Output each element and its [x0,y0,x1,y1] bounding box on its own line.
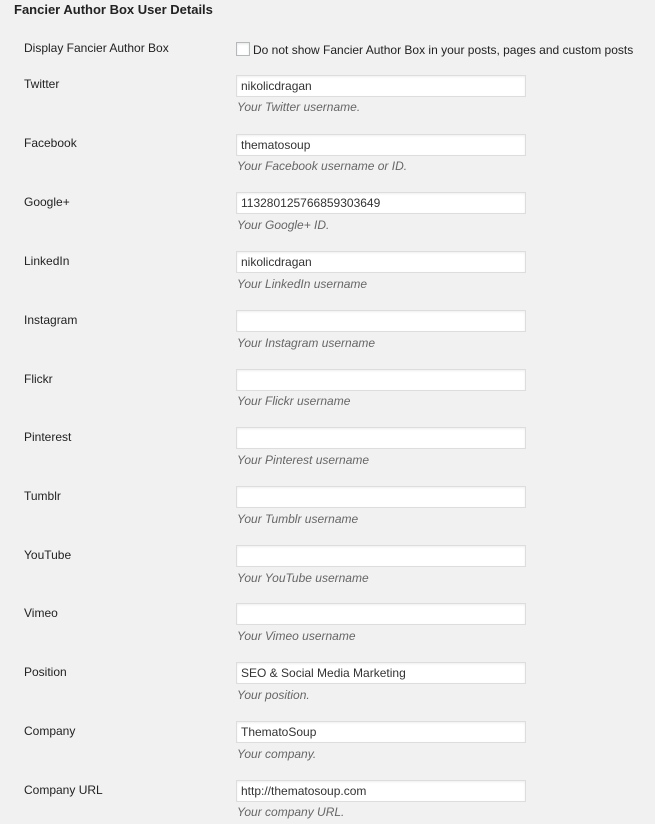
vimeo-input[interactable] [236,603,526,625]
tumblr-description: Your Tumblr username [237,512,359,526]
company-url-label: Company URL [24,783,103,797]
company-description: Your company. [237,747,317,761]
google-plus-input[interactable] [236,192,526,214]
hide-author-box-option[interactable] [236,41,633,57]
tumblr-label: Tumblr [24,489,61,503]
instagram-description: Your Instagram username [237,336,376,350]
company-label: Company [24,724,76,738]
facebook-description: Your Facebook username or ID. [237,159,408,173]
google-plus-description: Your Google+ ID. [237,218,330,232]
twitter-description: Your Twitter username. [237,100,361,114]
company-input[interactable] [236,721,526,743]
youtube-description: Your YouTube username [237,571,369,585]
company-url-description: Your company URL. [237,805,345,819]
company-url-input[interactable] [236,780,526,802]
display-option-label: Display Fancier Author Box [24,41,169,55]
flickr-input[interactable] [236,369,526,391]
facebook-label: Facebook [24,136,77,150]
flickr-label: Flickr [24,372,53,386]
pinterest-input[interactable] [236,427,526,449]
section-title: Fancier Author Box User Details [14,2,213,17]
google-plus-label: Google+ [24,195,70,209]
position-input[interactable] [236,662,526,684]
tumblr-input[interactable] [236,486,526,508]
position-label: Position [24,665,67,679]
instagram-label: Instagram [24,313,78,327]
instagram-input[interactable] [236,310,526,332]
youtube-input[interactable] [236,545,526,567]
hide-author-box-checkbox-label: Do not show Fancier Author Box in your posts, pages and custom posts [253,42,634,57]
twitter-label: Twitter [24,77,60,91]
linkedin-label: LinkedIn [24,254,70,268]
pinterest-label: Pinterest [24,430,72,444]
position-description: Your position. [237,688,310,702]
hide-author-box-checkbox[interactable] [236,42,250,56]
facebook-input[interactable] [236,134,526,156]
vimeo-description: Your Vimeo username [237,629,356,643]
linkedin-input[interactable] [236,251,526,273]
linkedin-description: Your LinkedIn username [237,277,368,291]
youtube-label: YouTube [24,548,72,562]
vimeo-label: Vimeo [24,606,58,620]
twitter-input[interactable] [236,75,526,97]
flickr-description: Your Flickr username [237,394,351,408]
pinterest-description: Your Pinterest username [237,453,370,467]
